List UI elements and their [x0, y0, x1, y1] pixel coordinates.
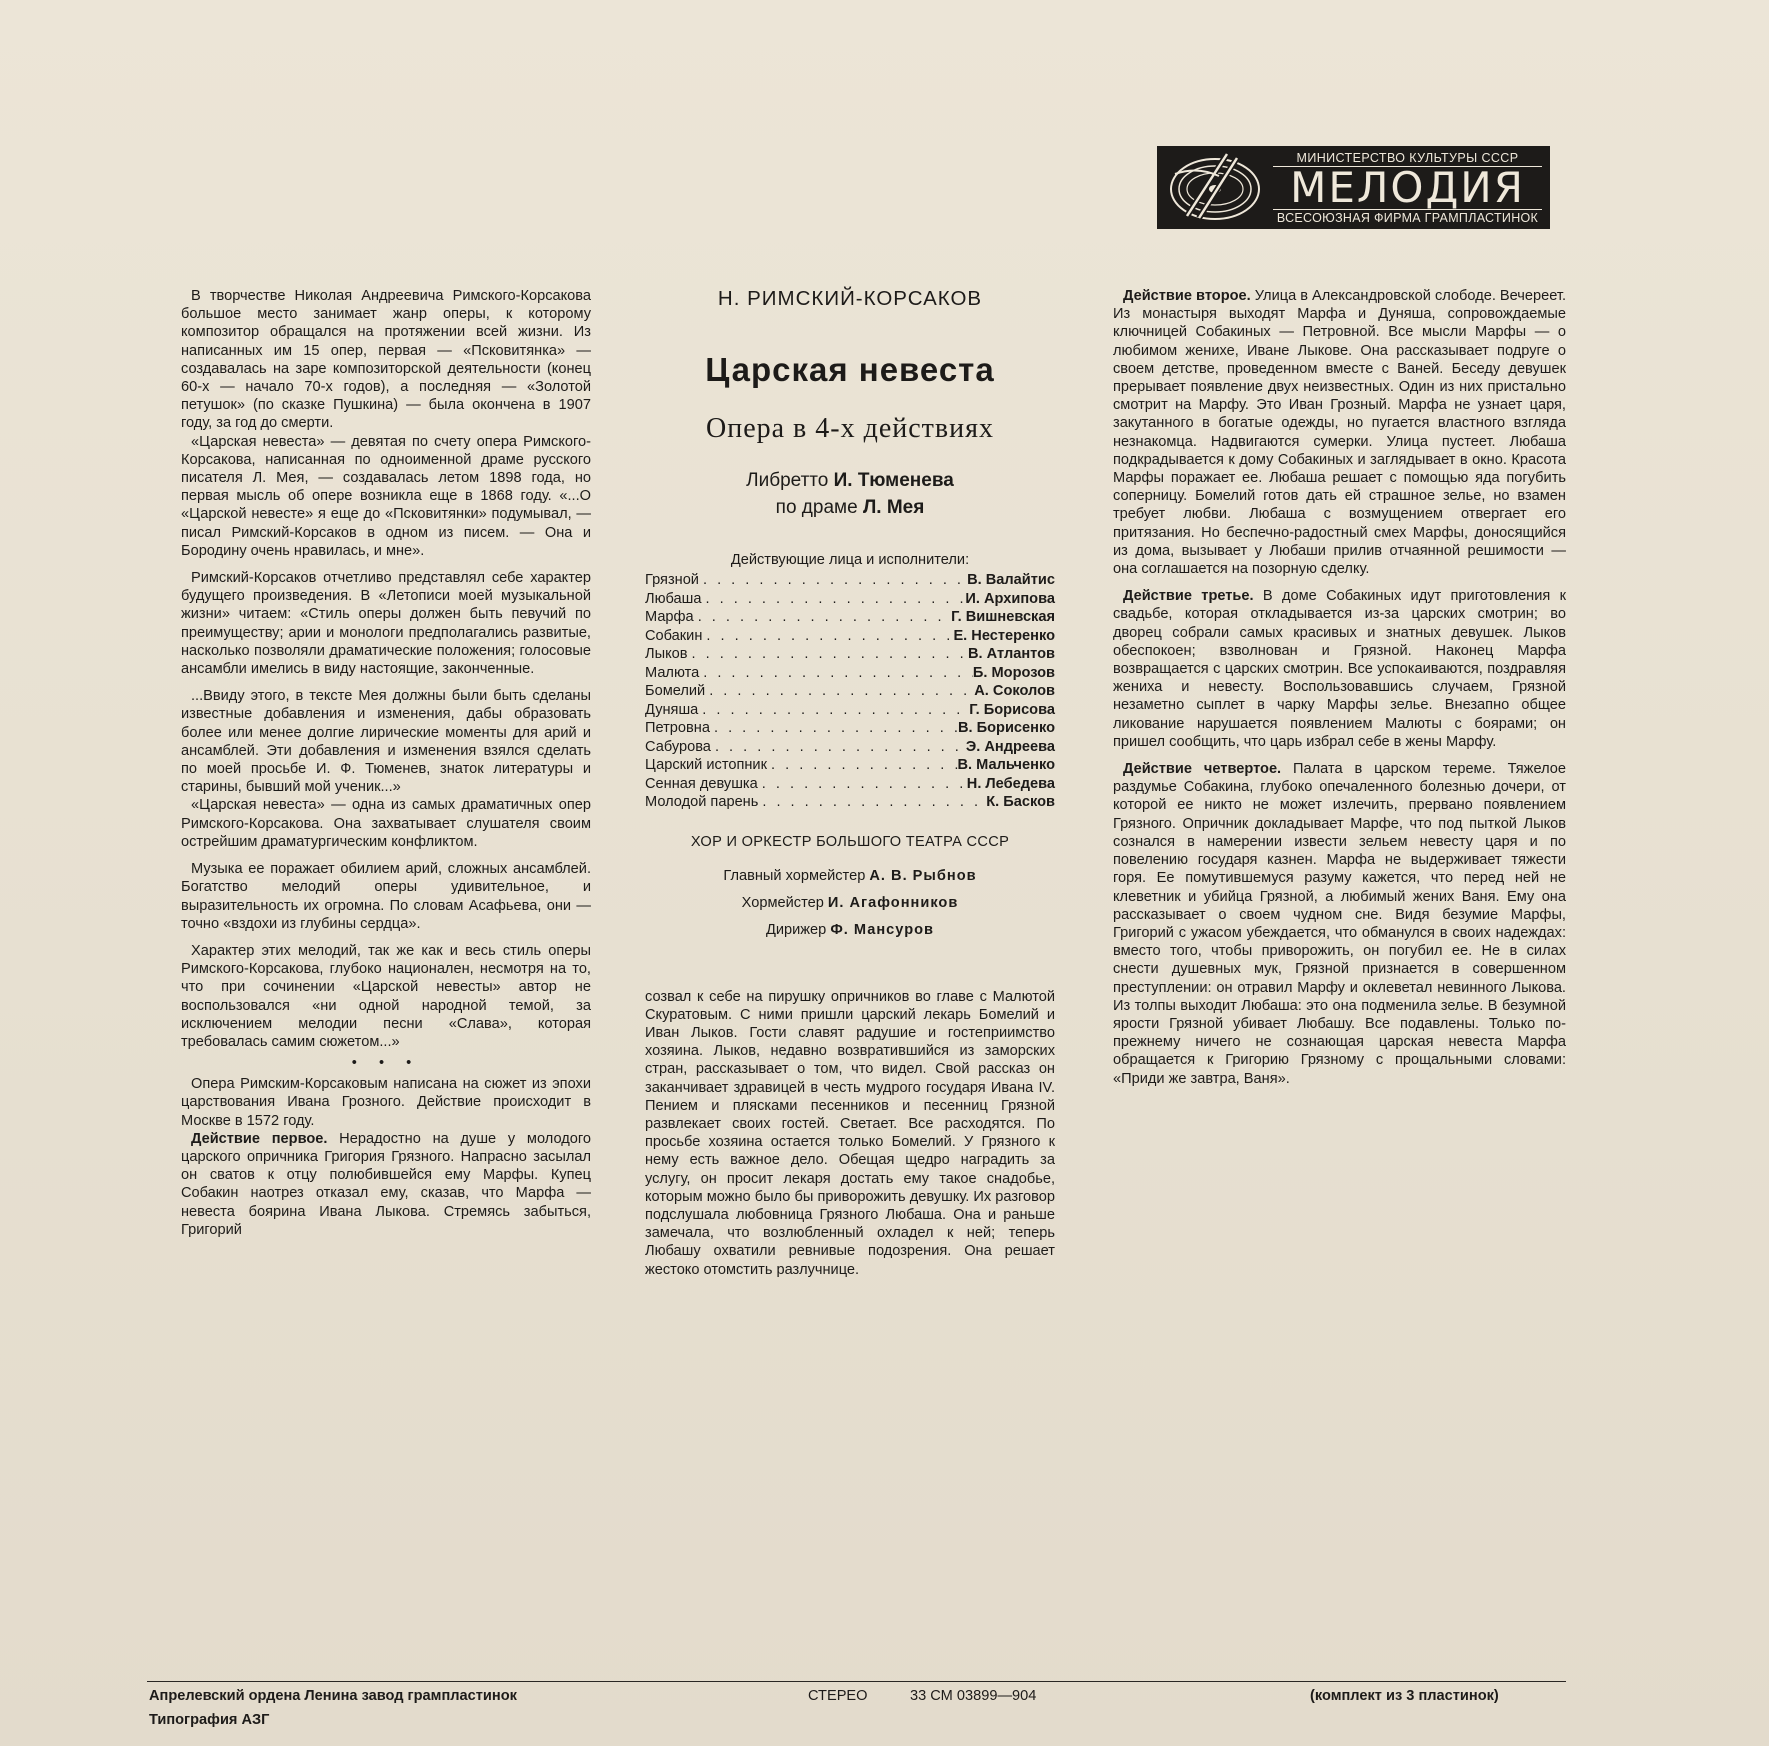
- cast-row: [645, 793, 1055, 812]
- cast-row: [645, 627, 1055, 646]
- opera-subtitle: Опера в 4-х действиях: [705, 413, 994, 444]
- act4-paragraph: [1113, 760, 1566, 1088]
- act3-label: Действие третье.: [1123, 588, 1254, 605]
- leader-dots: [699, 571, 967, 590]
- cast-row: [645, 645, 1055, 664]
- leader-dots: [767, 756, 958, 775]
- footer-plant: Апрелевский ордена Ленина завод грампластинок: [149, 1688, 517, 1704]
- footer-printer: Типография АЗГ: [149, 1712, 270, 1728]
- cast-actor: В. Валайтис: [967, 572, 1055, 588]
- cast-role: Сенная девушка: [645, 775, 758, 792]
- leader-dots: [702, 590, 966, 609]
- cast-row: [645, 590, 1055, 609]
- cast-row: [645, 608, 1055, 627]
- drama-credit: [645, 494, 1055, 521]
- cast-actor: А. Соколов: [974, 683, 1055, 699]
- leader-dots: [710, 719, 958, 738]
- footer-catalog-number: 33 СМ 03899—904: [910, 1688, 1037, 1704]
- cast-actor: К. Басков: [986, 794, 1055, 810]
- chorus-orchestra: ХОР И ОРКЕСТР БОЛЬШОГО ТЕАТРА СССР: [690, 833, 1010, 850]
- cast-actor: Э. Андреева: [965, 738, 1055, 755]
- cast-role: Грязной: [645, 572, 699, 588]
- act2-text: Улица в Александровской слободе. Вечереет. Из монастыря выходят Марфа и Дуняша, сопровождаемые ключницей Собакиных — Петровной. Все мысли Марфы — о любимом женихе, Иване Лыкове. Она рассказывает подруге о своем детстве, проведенном вместе с Ваней. Беседу девушек прерывает появление двух неизвестных. Один из них пристально смотрит на Марфу. Это Иван Грозный. Марфа не узнает царя, закутанного в богатые одежды, но пугается властного взгляда незнакомца. Надвигаются сумерки. Улица пустеет. Любаша подкрадывается к дому Собакиных и заглядывает в окно. Красота Марфы поражает ее. Любаша решает с помощью яда погубить соперницу. Бомелий готов дать ей страшное зелье, но взамен требует любви. Любаша с возмущением отвергает его притязания. Но беспечно-радостный смех Марфы, доносящийся из дома, вызывает у Любаши прилив отчаянной решимости — она соглашается на позорную сделку.: [1113, 288, 1567, 578]
- left-paragraph: Опера Римским-Корсаковым написана на сюжет из эпохи царствования Ивана Грозного. Действие происходит в Москве в 1572 году.: [181, 1076, 591, 1129]
- cast-actor: Г. Борисова: [969, 701, 1055, 718]
- cast-role: Царский истопник: [645, 757, 767, 773]
- chief-chorusmaster-label: Главный хормейстер: [723, 867, 866, 884]
- footer-divider: [147, 1681, 1566, 1682]
- act4-text: Палата в царском тереме. Тяжелое раздумье Собакина, глубоко опечаленного болезнью дочери, от которой ее никто не может излечить, прервано появлением Грязного. Опричник докладывает Марфе, что под пыткой Лыков сознался в намерении извести зельем невесту царя и по повелению государя казнен. Марфа не выдерживает тяжести горя. Ее помутившемуся разуму кажется, что перед ней не клеветник и убийца Грязной, а любимый жених Ваня. Ему она рассказывает о своем чудном сне. Видя безумие Марфы, Григорий с ужасом убеждается, что обманулся в своих надеждах: вместо того, чтобы приворожить, он погубил ее. Не в силах снести душевных мук, Грязной признается в совершенном преступлении: он отравил Марфу и оклеветал невинного Лыкова. Из толпы выходит Любаша: это она подменила зелье. В безумной ярости Грязной убивает Любашу. Все подавлены. Только по-прежнему ничего не сознающая царская невеста Марфа обращается к Григорию Грязному с прощальными словами: «Приди же завтра, Ваня».: [1113, 761, 1566, 1087]
- act1-label: Действие первое.: [191, 1130, 328, 1147]
- act3-text: В доме Собакиных идут приготовления к свадьбе, которая откладывается из-за царских смотрин; во дворец собрали самых красивых и знатных девушек. Лыков обеспокоен; взволнован и Грязной. Наконец Марфа возвращается с царских смотрин. Все успокаиваются, поздравляя жениха и невесту. Воспользовавшись случаем, Грязной незаметно сыплет в чарку Марфы зелье. Внезапно общее ликование нарушается появлением Малюты с боярами; он пришел сообщить, что царь избрал себе в жены Марфу.: [1113, 588, 1566, 750]
- cast-actor: В. Борисенко: [957, 720, 1055, 736]
- logo-firm-text: ВСЕСОЮЗНАЯ ФИРМА ГРАМПЛАСТИНОК: [1276, 210, 1539, 225]
- libretto-credit: [645, 467, 1055, 494]
- left-paragraph: В творчестве Николая Андреевича Римского-Корсакова большое место занимает жанр оперы, к которому композитор обращался на протяжении всей жизни. Из написанных им 15 опер, первая — «Псковитянка» — создавалась на заре композиторской деятельности (конец 60-х — начало 70-х годов), а последняя — «Золотой петушок» (по сказке Пушкина) — была окончена в 1907 году, за год до смерти.: [181, 288, 591, 432]
- center-column: [645, 287, 1055, 1279]
- drama-label: по драме: [775, 497, 858, 518]
- left-paragraph: Музыка ее поражает обилием арий, сложных ансамблей. Богатство мелодий оперы удивительное, и выразительность их огромна. По словам Асафьева, они — точно «вздохи из глубины сердца».: [181, 861, 591, 932]
- left-paragraph: Римский-Корсаков отчетливо представлял себе характер будущего произведения. В «Летописи моей музыкальной жизни» читаем: «Стиль оперы должен быть певучий по преимуществу; арии и монологи предполагались развитые, насколько позволяли драматические положения; голосовые ансамбли имелись в виду настоящие, законченные.: [181, 570, 591, 678]
- cast-actor: Е. Нестеренко: [953, 627, 1055, 644]
- cast-row: [645, 719, 1055, 738]
- cast-role: Бомелий: [645, 683, 706, 699]
- cast-heading: Действующие лица и исполнители:: [730, 552, 970, 568]
- act2-paragraph: [1113, 287, 1566, 578]
- leader-dots: [698, 701, 969, 720]
- leader-dots: [688, 645, 969, 664]
- cast-role: Петровна: [645, 720, 710, 736]
- leader-dots: [711, 738, 966, 757]
- cast-row: [645, 664, 1055, 683]
- left-column: [181, 287, 591, 1239]
- conductor-name: Ф. Мансуров: [830, 921, 935, 938]
- chief-chorusmaster-name: А. В. Рыбнов: [869, 867, 977, 884]
- act4-label: Действие четвертое.: [1123, 761, 1282, 778]
- cast-actor: Б. Морозов: [972, 664, 1055, 681]
- left-paragraph: «Царская невеста» — девятая по счету опера Римского-Корсакова, написанная по одноименной драме русского писателя Л. Мея, — создавалась летом 1898 года, но первая мысль об опере возникла еще в 1868 году. «...О «Царской невесте» я еще до «Псковитянки» подумывал, — писал Римский-Корсаков в одном из писем. — Она и Бородину очень нравилась, и мне».: [181, 433, 591, 559]
- cast-list: [645, 571, 1055, 812]
- conductor-label: Дирижер: [765, 921, 827, 938]
- leader-dots: [705, 682, 974, 701]
- cast-role: Молодой парень: [645, 794, 759, 810]
- cast-role: Дуняша: [645, 701, 699, 718]
- drama-author: Л. Мея: [862, 497, 925, 518]
- opera-title: Царская невеста: [705, 351, 995, 388]
- leader-dots: [758, 775, 967, 794]
- chorusmaster-credit: [645, 890, 1055, 917]
- left-paragraph: Характер этих мелодий, так же как и весь стиль оперы Римского-Корсакова, глубоко национален, несмотря на то, что при сочинении «Царской невесты» автор не воспользовался «ни одной народной темой, за исключением мелодии песни «Слава», которая требовалась самим сюжетом...»: [181, 942, 591, 1050]
- cast-role: Марфа: [645, 609, 694, 625]
- section-separator: • • •: [351, 1055, 421, 1072]
- cast-row: [645, 571, 1055, 590]
- cast-role: Любаша: [645, 590, 702, 607]
- chorusmaster-name: И. Агафонников: [827, 894, 959, 911]
- cast-role: Малюта: [645, 664, 700, 681]
- cast-row: [645, 701, 1055, 720]
- logo-brand-text: МЕЛОДИЯ: [1273, 166, 1542, 210]
- composer-name: Н. РИМСКИЙ-КОРСАКОВ: [717, 287, 983, 310]
- libretto-label: Либретто: [746, 470, 829, 491]
- libretto-author: И. Тюменева: [833, 470, 954, 491]
- left-paragraph: ...Ввиду этого, в тексте Мея должны были быть сделаны известные добавления и изменения, дабы образовать более или менее долгие лирические моменты для арий и ансамблей. Эти добавления и изменения взялся сделать по моей просьбе И. Ф. Тюменев, знаток литературы и старины, бывший мой ученик...»: [181, 688, 591, 796]
- cast-role: Лыков: [645, 646, 688, 662]
- cast-row: [645, 756, 1055, 775]
- chief-chorusmaster-credit: [645, 863, 1055, 890]
- leader-dots: [699, 664, 973, 683]
- cast-row: [645, 738, 1055, 757]
- act1-continuation: созвал к себе на пирушку опричников во главе с Малютой Скуратовым. С ними пришли царский лекарь Бомелий и Иван Лыков. Гости славят радушие и гостеприимство хозяина. Лыков, недавно возвратившийся из заморских стран, рассказывает о том, что видел. Свой рассказ он заканчивает здравицей в честь мудрого государя Ивана IV. Пением и плясками песенников и песенниц Грязной развлекает своих гостей. Светает. Все расходятся. По просьбе хозяина остается только Бомелий. У Грязного к нему есть важное дело. Обещая щедро наградить за услугу, он просит лекаря достать ему такое снадобье, которым можно было бы приворожить девушку. Их разговор подслушала любовница Грязного Любаша. Она и раньше замечала, что возлюбленный охладел к ней; теперь Любашу охватили ревнивые подозрения. Она решает жестоко отомстить разлучнице.: [645, 988, 1055, 1278]
- cast-role: Собакин: [645, 627, 703, 644]
- act1-text: Нерадостно на душе у молодого царского опричника Григория Грязного. Напрасно засылал он сватов к отцу полюбившейся ему Марфы. Купец Собакин наотрез отказал ему, сказав, что Марфа — невеста боярина Ивана Лыкова. Стремясь забыться, Григорий: [181, 1130, 591, 1238]
- melodiya-emblem-icon: [1157, 146, 1269, 229]
- cast-actor: Г. Вишневская: [951, 609, 1055, 625]
- act3-paragraph: [1113, 587, 1566, 751]
- melodiya-logo: [1157, 146, 1550, 229]
- cast-actor: В. Атлантов: [968, 646, 1055, 662]
- cast-role: Сабурова: [645, 738, 711, 755]
- act1-paragraph: [181, 1130, 591, 1239]
- leader-dots: [758, 793, 986, 812]
- right-column: [1113, 287, 1566, 1088]
- logo-ministry-text: МИНИСТЕРСТВО КУЛЬТУРЫ СССР: [1296, 150, 1519, 165]
- cast-actor: В. Мальченко: [957, 757, 1055, 773]
- act2-label: Действие второе.: [1123, 288, 1251, 304]
- chorusmaster-label: Хормейстер: [741, 894, 824, 911]
- footer-set-info: (комплект из 3 пластинок): [1310, 1688, 1499, 1704]
- leader-dots: [702, 627, 953, 646]
- cast-actor: Н. Лебедева: [966, 775, 1055, 792]
- conductor-credit: [645, 917, 1055, 944]
- cast-actor: И. Архипова: [965, 590, 1055, 607]
- left-paragraph: «Царская невеста» — одна из самых драматичных опер Римского-Корсакова. Она захватывает слушателя своим острейшим драматургическим конфликтом.: [181, 797, 591, 850]
- leader-dots: [694, 608, 951, 627]
- cast-row: [645, 682, 1055, 701]
- cast-row: [645, 775, 1055, 794]
- footer-stereo: СТЕРЕО: [808, 1688, 868, 1704]
